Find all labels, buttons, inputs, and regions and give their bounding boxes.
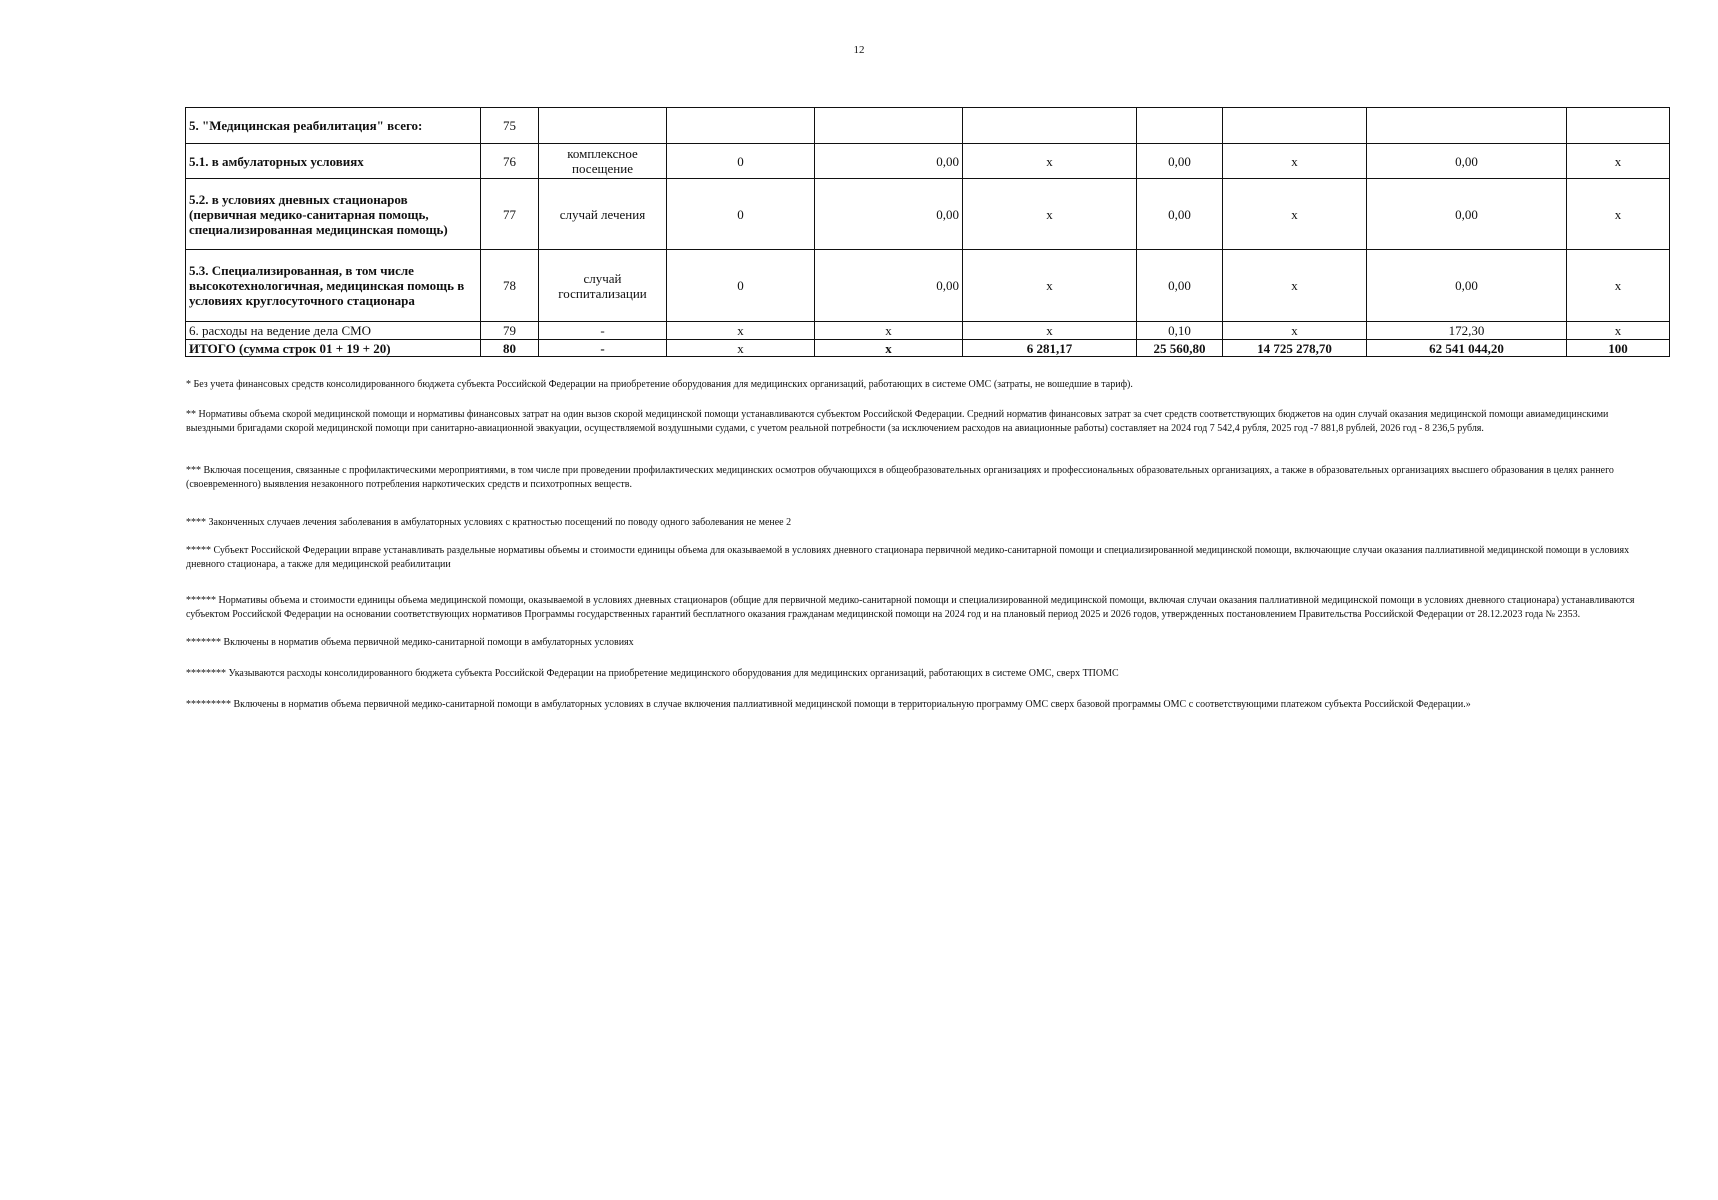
cell-per-capita-oms: 0,00 [1137,179,1223,250]
cell-unit-cost [815,108,963,144]
cell-per-capita-oms: 0,00 [1137,250,1223,322]
row-name: 5.1. в амбулаторных условиях [186,144,481,179]
cell-total-oms: 0,00 [1367,250,1567,322]
cell-volume-norm: 0 [667,179,815,250]
cell-volume-norm: x [667,340,815,357]
row-unit: случай госпитализации [539,250,667,322]
footnotes [186,378,1646,712]
table-row [186,108,1670,144]
cell-percent [1567,108,1670,144]
row-unit: случай лечения [539,179,667,250]
row-number: 75 [481,108,539,144]
footnote: ******* Включены в норматив объема первичной медико-санитарной помощи в амбулаторных условиях [186,637,634,648]
cell-percent: x [1567,144,1670,179]
cell-volume-norm: x [667,322,815,340]
cell-percent: x [1567,250,1670,322]
cell-volume-norm [667,108,815,144]
row-name: 5.3. Специализированная, в том числе высокотехнологичная, медицинская помощь в условиях круглосуточного стационара [186,250,481,322]
cell-per-capita-oms [1137,108,1223,144]
row-unit: - [539,340,667,357]
row-unit [539,108,667,144]
row-name: 5.2. в условиях дневных стационаров (первичная медико-санитарная помощь, специализированная медицинская помощь) [186,179,481,250]
cell-unit-cost: x [815,340,963,357]
footnote: ****** Нормативы объема и стоимости единицы объема медицинской помощи, оказываемой в условиях дневных стационаров (общие для первичной медико-санитарной помощи и специализированной медицинской помощи, включая случаи оказания паллиативной медицинской помощи в условиях дневного стационара) устанавливаются субъектом Российской Федерации на основании соответствующих нормативов Программы государственных гарантий бесплатного оказания гражданам медицинской помощи на 2024 год и на плановый период 2025 и 2026 годов, утвержденных постановлением Правительства Российской Федерации от 28.12.2023 года № 2353. [186,595,1635,620]
row-name: 6. расходы на ведение дела СМО [186,322,481,340]
footnote: **** Законченных случаев лечения заболевания в амбулаторных условиях с кратностью посещений по поводу одного заболевания не менее 2 [186,517,792,528]
cell-per-capita-oms: 0,10 [1137,322,1223,340]
row-number: 79 [481,322,539,340]
cell-per-capita-budget: x [963,144,1137,179]
table-row [186,250,1670,322]
cell-unit-cost: 0,00 [815,250,963,322]
cell-unit-cost: 0,00 [815,144,963,179]
row-number: 76 [481,144,539,179]
cell-total-oms: 172,30 [1367,322,1567,340]
row-name: ИТОГО (сумма строк 01 + 19 + 20) [186,340,481,357]
row-unit: - [539,322,667,340]
footnote: *** Включая посещения, связанные с профилактическими мероприятиями, в том числе при проведении профилактических медицинских осмотров обучающихся в общеобразовательных организациях и профессиональных образовательных организациях, а также в образовательных организациях высшего образования в целях раннего (своевременного) выявления незаконного потребления наркотических средств и психотропных веществ. [186,465,1614,490]
cell-volume-norm: 0 [667,144,815,179]
cell-total-oms: 62 541 044,20 [1367,340,1567,357]
row-number: 77 [481,179,539,250]
footnote: ******** Указываются расходы консолидированного бюджета субъекта Российской Федерации на приобретение медицинского оборудования для медицинских организаций, работающих в системе ОМС, сверх ТПОМС [186,668,1119,679]
cell-total-budget: x [1223,144,1367,179]
cell-per-capita-budget: x [963,322,1137,340]
cell-per-capita-oms: 25 560,80 [1137,340,1223,357]
footnote: ********* Включены в норматив объема первичной медико-санитарной помощи в амбулаторных условиях в случае включения паллиативной медицинской помощи в территориальную программу ОМС сверх базовой программы ОМС с соответствующими платежом субъекта Российской Федерации.» [186,699,1471,710]
cell-total-budget: 14 725 278,70 [1223,340,1367,357]
page-number: 12 [853,44,865,56]
cell-total-budget: x [1223,250,1367,322]
cell-unit-cost: 0,00 [815,179,963,250]
cell-percent: x [1567,322,1670,340]
footnote: ** Нормативы объема скорой медицинской помощи и нормативы финансовых затрат на один вызов скорой медицинской помощи устанавливаются субъектом Российской Федерации. Средний норматив финансовых затрат за счет средств соответствующих бюджетов на один случай оказания медицинской помощи авиамедицинскими выездными бригадами скорой медицинской помощи при санитарно-авиационной эвакуации, осуществляемой воздушными судами, с учетом реальной потребности (за исключением расходов на авиационные работы) составляет на 2024 год 7 542,4 рубля, 2025 год -7 881,8 рублей, 2026 год - 8 236,5 рубля. [186,409,1609,434]
footnote: * Без учета финансовых средств консолидированного бюджета субъекта Российской Федерации на приобретение оборудования для медицинских организаций, работающих в системе ОМС (затраты, не вошедшие в тариф). [186,379,1133,390]
row-number: 80 [481,340,539,357]
row-name: 5. "Медицинская реабилитация" всего: [186,108,481,144]
table-row [186,322,1670,340]
cell-per-capita-budget: x [963,179,1137,250]
cell-total-budget [1223,108,1367,144]
cell-per-capita-oms: 0,00 [1137,144,1223,179]
cell-total-oms: 0,00 [1367,144,1567,179]
footnote: ***** Субъект Российской Федерации вправе устанавливать раздельные нормативы объемы и стоимости единицы объема для оказываемой в условиях дневного стационара первичной медико-санитарной помощи и специализированной медицинской помощи, включающие случаи оказания паллиативной медицинской помощи в условиях дневного стационара, а также для медицинской реабилитации [186,545,1630,570]
table-row [186,144,1670,179]
cell-unit-cost: x [815,322,963,340]
row-unit: комплексное посещение [539,144,667,179]
row-number: 78 [481,250,539,322]
cell-per-capita-budget: 6 281,17 [963,340,1137,357]
cell-percent: 100 [1567,340,1670,357]
cell-total-budget: x [1223,179,1367,250]
cell-per-capita-budget [963,108,1137,144]
cell-total-budget: x [1223,322,1367,340]
norms-table [185,107,1670,357]
cell-volume-norm: 0 [667,250,815,322]
table-row [186,179,1670,250]
cell-total-oms: 0,00 [1367,179,1567,250]
cell-per-capita-budget: x [963,250,1137,322]
table-row [186,340,1670,357]
cell-total-oms [1367,108,1567,144]
cell-percent: x [1567,179,1670,250]
